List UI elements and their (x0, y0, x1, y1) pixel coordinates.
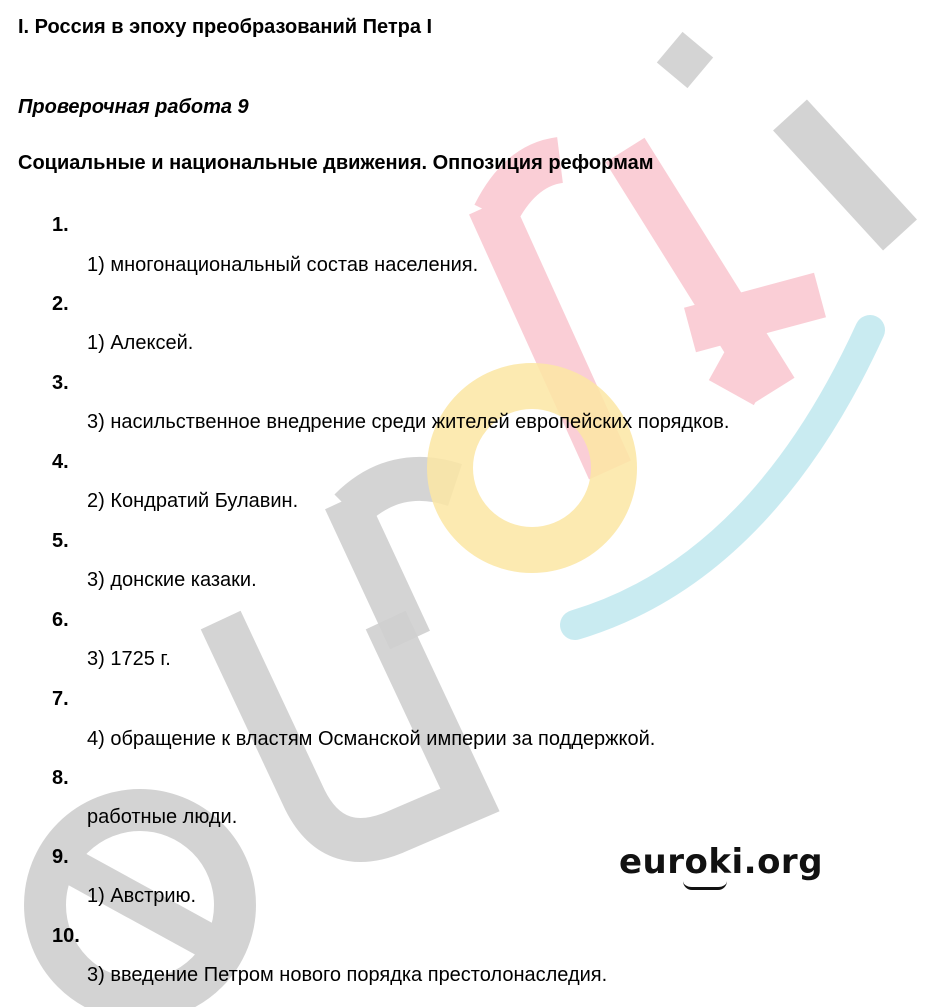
question-answer: 1) многонациональный состав населения. (87, 254, 479, 276)
question-answer: 3) 1725 г. (87, 648, 171, 670)
euroki-logo: euroki.org (619, 842, 824, 882)
question-number: 6. (52, 609, 69, 631)
question-answer: 3) введение Петром нового порядка престолонаследия. (87, 964, 608, 986)
question-answer: 1) Алексей. (87, 332, 194, 354)
question-number: 1. (52, 214, 69, 236)
question-number: 7. (52, 688, 69, 710)
topic-title: Социальные и национальные движения. Оппозиция реформам (18, 152, 654, 174)
question-number: 3. (52, 372, 69, 394)
question-number: 5. (52, 530, 69, 552)
question-answer: работные люди. (87, 806, 238, 828)
question-answer: 2) Кондратий Булавин. (87, 490, 299, 512)
work-title: Проверочная работа 9 (18, 96, 249, 118)
question-answer: 3) донские казаки. (87, 569, 257, 591)
question-answer: 4) обращение к властям Османской империи за поддержкой. (87, 728, 656, 750)
question-answer: 1) Австрию. (87, 885, 197, 907)
question-answer: 3) насильственное внедрение среди жителей европейских порядков. (87, 411, 730, 433)
question-number: 8. (52, 767, 69, 789)
question-number: 4. (52, 451, 69, 473)
question-number: 10. (52, 925, 80, 947)
question-number: 9. (52, 846, 69, 868)
logo-smile-underline (683, 881, 727, 890)
chapter-title: I. Россия в эпоху преобразований Петра I (18, 16, 433, 38)
question-number: 2. (52, 293, 69, 315)
